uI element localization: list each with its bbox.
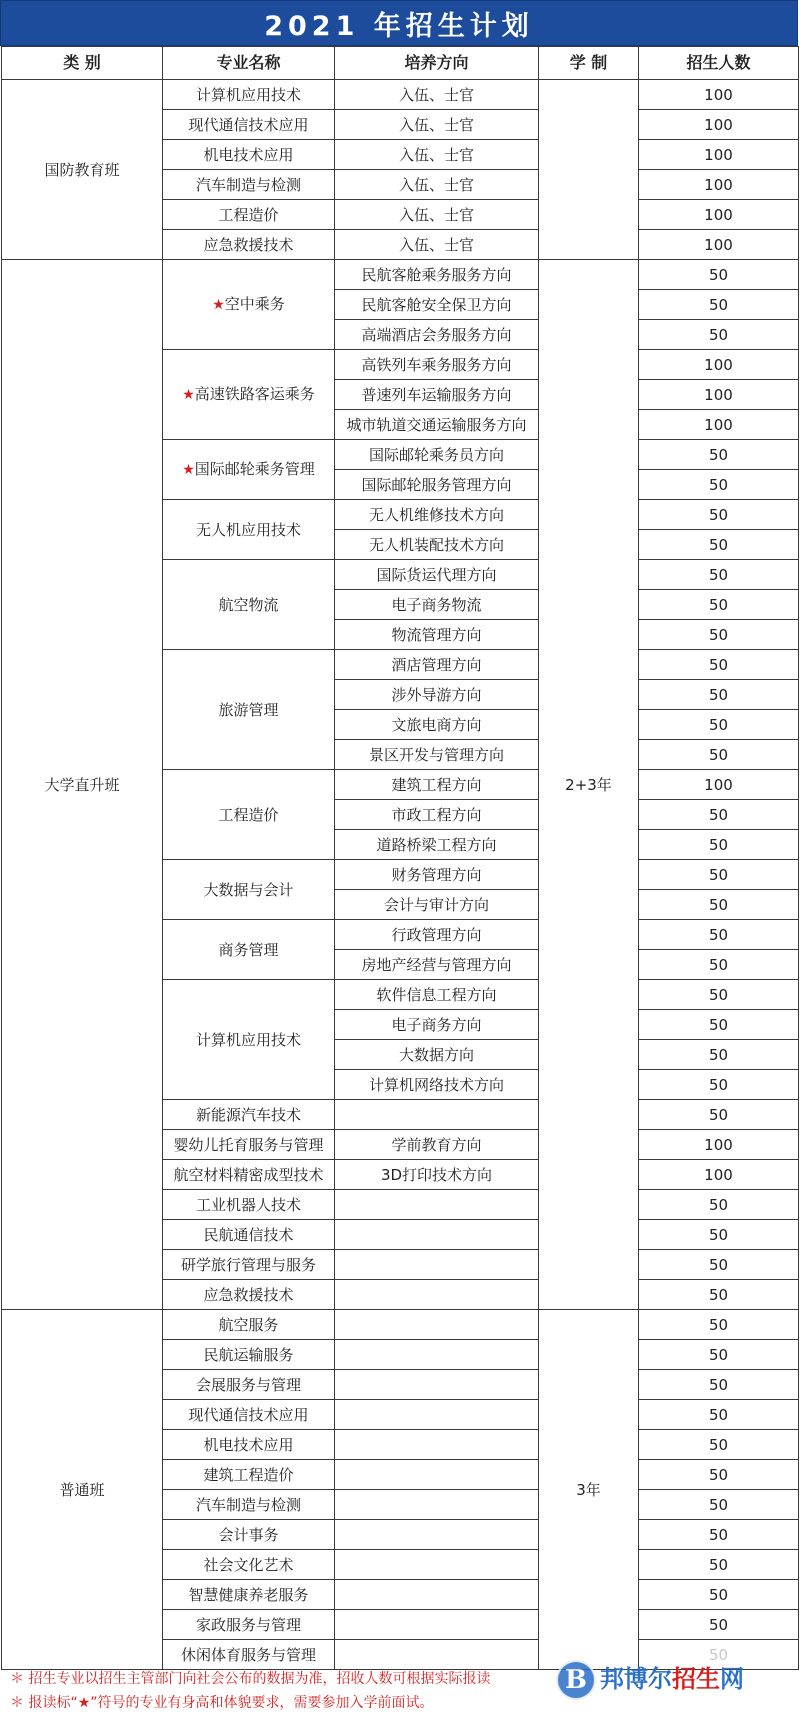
header-count: 招生人数 xyxy=(639,47,799,80)
count-cell: 50 xyxy=(639,1040,799,1070)
count-cell: 50 xyxy=(639,1280,799,1310)
direction-cell: 无人机维修技术方向 xyxy=(335,500,539,530)
major-name: 民航运输服务 xyxy=(203,1345,294,1364)
count-cell: 50 xyxy=(639,1190,799,1220)
major-name: 民航通信技术 xyxy=(203,1225,294,1244)
major-cell xyxy=(163,770,335,860)
major-cell xyxy=(163,260,335,350)
count-cell: 100 xyxy=(639,380,799,410)
major-cell xyxy=(163,1460,335,1490)
major-cell xyxy=(163,140,335,170)
header-major: 专业名称 xyxy=(163,47,335,80)
count-cell: 50 xyxy=(639,560,799,590)
count-cell: 50 xyxy=(639,260,799,290)
major-name: 会计事务 xyxy=(218,1525,279,1544)
count-cell: 100 xyxy=(639,200,799,230)
watermark-suffix: 网 xyxy=(720,1665,744,1693)
count-cell: 100 xyxy=(639,410,799,440)
major-cell xyxy=(163,350,335,440)
count-cell: 50 xyxy=(639,1070,799,1100)
major-cell xyxy=(163,1250,335,1280)
count-cell: 50 xyxy=(639,710,799,740)
major-cell xyxy=(163,1190,335,1220)
major-cell xyxy=(163,440,335,500)
header-duration: 学 制 xyxy=(539,47,639,80)
category-cell: 大学直升班 xyxy=(2,260,163,1310)
count-cell: 100 xyxy=(639,80,799,110)
direction-cell xyxy=(335,1460,539,1490)
count-cell: 50 xyxy=(639,1640,799,1670)
category-cell: 国防教育班 xyxy=(2,80,163,260)
major-cell xyxy=(163,500,335,560)
count-cell: 50 xyxy=(639,1010,799,1040)
count-cell: 50 xyxy=(639,980,799,1010)
major-name: 大数据与会计 xyxy=(203,880,294,899)
direction-cell xyxy=(335,1190,539,1220)
major-name: 航空物流 xyxy=(218,595,279,614)
footnote-1: ＊ 招生专业以招生主管部门向社会公布的数据为准，招收人数可根据实际报读 xyxy=(10,1671,491,1687)
count-cell: 50 xyxy=(639,500,799,530)
count-cell: 50 xyxy=(639,620,799,650)
direction-cell: 市政工程方向 xyxy=(335,800,539,830)
major-name: 汽车制造与检测 xyxy=(195,1495,301,1514)
count-cell: 50 xyxy=(639,440,799,470)
direction-cell: 房地产经营与管理方向 xyxy=(335,950,539,980)
major-cell xyxy=(163,110,335,140)
count-cell: 50 xyxy=(639,1520,799,1550)
direction-cell: 学前教育方向 xyxy=(335,1130,539,1160)
major-cell xyxy=(163,1400,335,1430)
count-cell: 50 xyxy=(639,1220,799,1250)
direction-cell: 物流管理方向 xyxy=(335,620,539,650)
direction-cell: 入伍、士官 xyxy=(335,80,539,110)
major-name: 无人机应用技术 xyxy=(195,520,301,539)
direction-cell xyxy=(335,1520,539,1550)
major-cell xyxy=(163,1610,335,1640)
direction-cell: 国际邮轮服务管理方向 xyxy=(335,470,539,500)
direction-cell xyxy=(335,1280,539,1310)
direction-cell xyxy=(335,1220,539,1250)
major-cell xyxy=(163,1490,335,1520)
major-name: 航空材料精密成型技术 xyxy=(173,1165,324,1184)
direction-cell: 建筑工程方向 xyxy=(335,770,539,800)
major-name: 空中乘务 xyxy=(224,295,285,313)
count-cell: 50 xyxy=(639,830,799,860)
direction-cell xyxy=(335,1400,539,1430)
major-name: 汽车制造与检测 xyxy=(195,175,301,194)
major-name: 航空服务 xyxy=(218,1315,279,1334)
direction-cell: 道路桥梁工程方向 xyxy=(335,830,539,860)
footnote-2: ＊ 报读标“★”符号的专业有身高和体貌要求，需要参加入学前面试。 xyxy=(10,1695,434,1711)
direction-cell: 大数据方向 xyxy=(335,1040,539,1070)
count-cell: 50 xyxy=(639,920,799,950)
count-cell: 50 xyxy=(639,1490,799,1520)
count-cell: 50 xyxy=(639,1340,799,1370)
major-cell xyxy=(163,1640,335,1670)
major-name: 高速铁路客运乘务 xyxy=(194,385,315,403)
count-cell: 50 xyxy=(639,470,799,500)
major-cell xyxy=(163,170,335,200)
page-title: 2021 年招生计划 xyxy=(0,0,798,46)
direction-cell xyxy=(335,1640,539,1670)
direction-cell xyxy=(335,1610,539,1640)
major-cell xyxy=(163,650,335,770)
count-cell: 50 xyxy=(639,680,799,710)
count-cell: 50 xyxy=(639,860,799,890)
major-name: 商务管理 xyxy=(218,940,279,959)
admission-plan-table xyxy=(1,46,799,1670)
count-cell: 50 xyxy=(639,1100,799,1130)
major-name: 家政服务与管理 xyxy=(195,1615,301,1634)
count-cell: 50 xyxy=(639,1370,799,1400)
count-cell: 100 xyxy=(639,170,799,200)
direction-cell xyxy=(335,1250,539,1280)
count-cell: 50 xyxy=(639,740,799,770)
direction-cell: 计算机网络技术方向 xyxy=(335,1070,539,1100)
count-cell: 100 xyxy=(639,140,799,170)
watermark-logo-icon: B xyxy=(556,1660,596,1700)
major-cell xyxy=(163,1430,335,1460)
direction-cell xyxy=(335,1100,539,1130)
major-cell xyxy=(163,1280,335,1310)
major-cell xyxy=(163,1580,335,1610)
watermark-text xyxy=(600,1664,744,1694)
direction-cell: 财务管理方向 xyxy=(335,860,539,890)
major-name: 现代通信技术应用 xyxy=(188,115,309,134)
direction-cell: 软件信息工程方向 xyxy=(335,980,539,1010)
table-row xyxy=(2,80,799,110)
count-cell: 50 xyxy=(639,1430,799,1460)
count-cell: 100 xyxy=(639,770,799,800)
direction-cell: 入伍、士官 xyxy=(335,110,539,140)
direction-cell: 景区开发与管理方向 xyxy=(335,740,539,770)
direction-cell: 入伍、士官 xyxy=(335,200,539,230)
major-name: 旅游管理 xyxy=(218,700,279,719)
watermark-brand-red: 招生 xyxy=(672,1665,720,1693)
direction-cell xyxy=(335,1430,539,1460)
major-cell xyxy=(163,200,335,230)
direction-cell: 普速列车运输服务方向 xyxy=(335,380,539,410)
count-cell: 50 xyxy=(639,650,799,680)
major-cell xyxy=(163,1310,335,1340)
count-cell: 50 xyxy=(639,1400,799,1430)
table-row xyxy=(2,260,799,290)
direction-cell: 无人机装配技术方向 xyxy=(335,530,539,560)
count-cell: 100 xyxy=(639,1130,799,1160)
count-cell: 50 xyxy=(639,320,799,350)
direction-cell: 3D打印技术方向 xyxy=(335,1160,539,1190)
major-name: 休闲体育服务与管理 xyxy=(180,1645,316,1664)
direction-cell xyxy=(335,1340,539,1370)
major-cell xyxy=(163,1160,335,1190)
direction-cell: 涉外导游方向 xyxy=(335,680,539,710)
major-cell xyxy=(163,1550,335,1580)
major-name: 婴幼儿托育服务与管理 xyxy=(173,1135,324,1154)
count-cell: 50 xyxy=(639,1310,799,1340)
count-cell: 100 xyxy=(639,230,799,260)
count-cell: 100 xyxy=(639,1160,799,1190)
direction-cell: 高铁列车乘务服务方向 xyxy=(335,350,539,380)
count-cell: 100 xyxy=(639,350,799,380)
duration-cell: 3年 xyxy=(539,1310,639,1670)
direction-cell: 电子商务方向 xyxy=(335,1010,539,1040)
major-name: 会展服务与管理 xyxy=(195,1375,301,1394)
major-name: 智慧健康养老服务 xyxy=(188,1585,309,1604)
major-cell xyxy=(163,230,335,260)
major-name: 工程造价 xyxy=(218,805,279,824)
major-name: 计算机应用技术 xyxy=(195,1030,301,1049)
duration-cell: 2+3年 xyxy=(539,260,639,1310)
table-header-row xyxy=(2,47,799,80)
category-cell: 普通班 xyxy=(2,1310,163,1670)
major-cell xyxy=(163,1340,335,1370)
direction-cell: 高端酒店会务服务方向 xyxy=(335,320,539,350)
direction-cell: 民航客舱乘务服务方向 xyxy=(335,260,539,290)
major-name: 应急救援技术 xyxy=(203,1285,294,1304)
count-cell: 50 xyxy=(639,530,799,560)
major-name: 计算机应用技术 xyxy=(195,85,301,104)
direction-cell xyxy=(335,1370,539,1400)
direction-cell: 电子商务物流 xyxy=(335,590,539,620)
count-cell: 50 xyxy=(639,950,799,980)
major-name: 社会文化艺术 xyxy=(203,1555,294,1574)
star-icon: ★ xyxy=(182,462,195,478)
major-name: 机电技术应用 xyxy=(203,1435,294,1454)
major-cell xyxy=(163,80,335,110)
direction-cell: 行政管理方向 xyxy=(335,920,539,950)
major-name: 应急救援技术 xyxy=(203,235,294,254)
watermark-brand: 邦博尔 xyxy=(600,1665,672,1693)
direction-cell: 民航客舱安全保卫方向 xyxy=(335,290,539,320)
major-name: 工业机器人技术 xyxy=(195,1195,301,1214)
direction-cell: 会计与审计方向 xyxy=(335,890,539,920)
major-name: 机电技术应用 xyxy=(203,145,294,164)
direction-cell xyxy=(335,1580,539,1610)
major-cell xyxy=(163,560,335,650)
star-icon: ★ xyxy=(182,387,195,403)
major-name: 现代通信技术应用 xyxy=(188,1405,309,1424)
count-cell: 50 xyxy=(639,1250,799,1280)
count-cell: 50 xyxy=(639,590,799,620)
major-name: 研学旅行管理与服务 xyxy=(180,1255,316,1274)
major-name: 国际邮轮乘务管理 xyxy=(194,460,315,478)
major-name: 建筑工程造价 xyxy=(203,1465,294,1484)
major-cell xyxy=(163,1520,335,1550)
count-cell: 100 xyxy=(639,110,799,140)
direction-cell: 酒店管理方向 xyxy=(335,650,539,680)
direction-cell xyxy=(335,1490,539,1520)
direction-cell xyxy=(335,1310,539,1340)
count-cell: 50 xyxy=(639,1550,799,1580)
count-cell: 50 xyxy=(639,800,799,830)
direction-cell: 国际货运代理方向 xyxy=(335,560,539,590)
major-cell xyxy=(163,920,335,980)
major-name: 工程造价 xyxy=(218,205,279,224)
star-icon: ★ xyxy=(212,297,225,313)
major-cell xyxy=(163,980,335,1100)
count-cell: 50 xyxy=(639,1580,799,1610)
duration-cell xyxy=(539,80,639,260)
direction-cell xyxy=(335,1550,539,1580)
count-cell: 50 xyxy=(639,290,799,320)
major-cell xyxy=(163,860,335,920)
major-cell xyxy=(163,1130,335,1160)
count-cell: 50 xyxy=(639,890,799,920)
major-cell xyxy=(163,1100,335,1130)
major-cell xyxy=(163,1370,335,1400)
direction-cell: 国际邮轮乘务员方向 xyxy=(335,440,539,470)
count-cell: 50 xyxy=(639,1460,799,1490)
major-cell xyxy=(163,1220,335,1250)
direction-cell: 文旅电商方向 xyxy=(335,710,539,740)
direction-cell: 入伍、士官 xyxy=(335,140,539,170)
header-direction: 培养方向 xyxy=(335,47,539,80)
major-name: 新能源汽车技术 xyxy=(195,1105,301,1124)
direction-cell: 城市轨道交通运输服务方向 xyxy=(335,410,539,440)
direction-cell: 入伍、士官 xyxy=(335,230,539,260)
table-row xyxy=(2,1310,799,1340)
table-body xyxy=(2,80,799,1670)
header-category: 类 别 xyxy=(2,47,163,80)
count-cell: 50 xyxy=(639,1610,799,1640)
direction-cell: 入伍、士官 xyxy=(335,170,539,200)
